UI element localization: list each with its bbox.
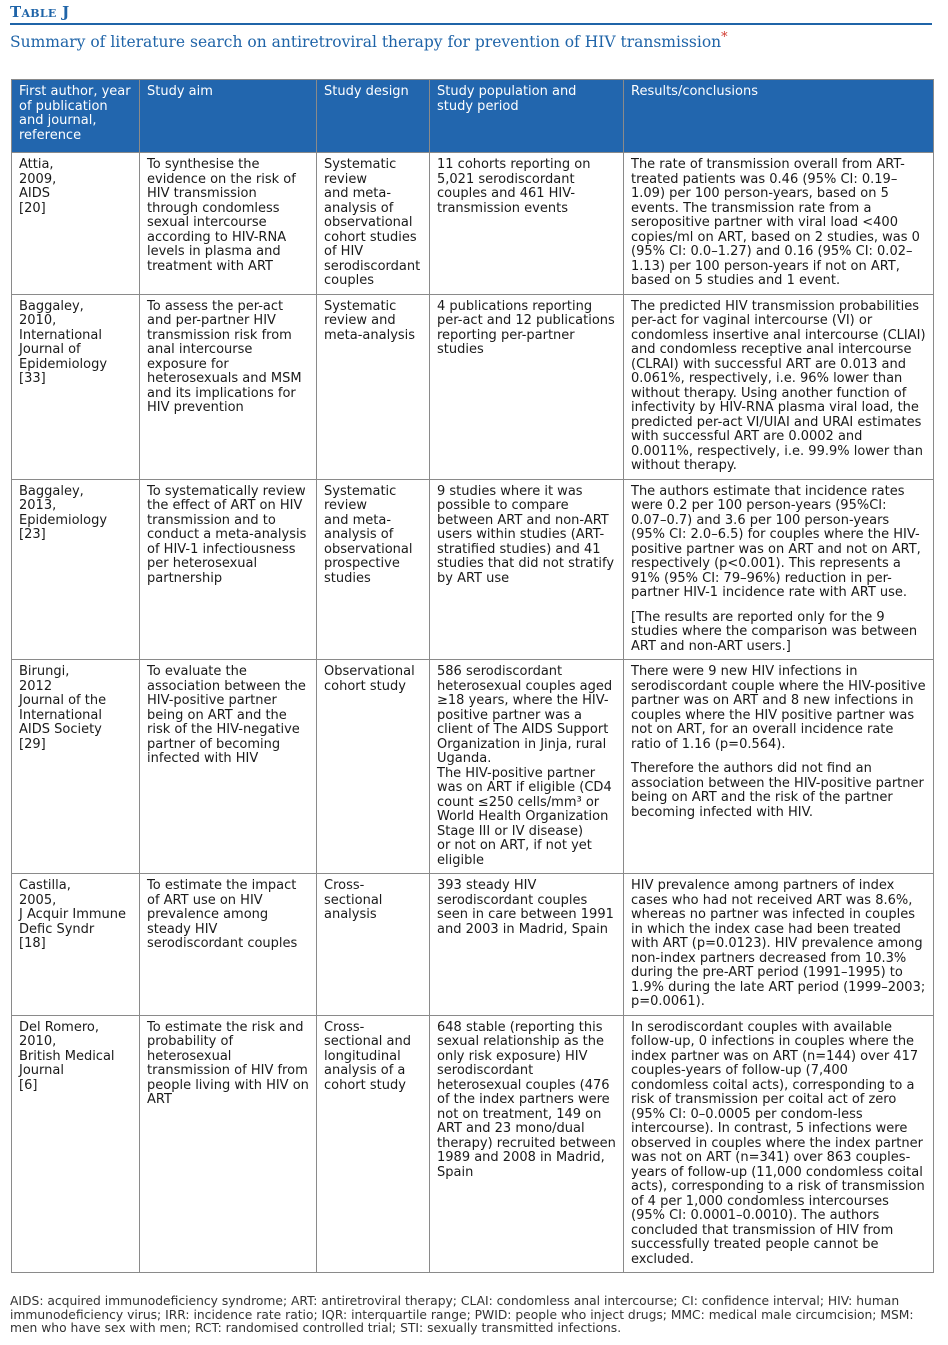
- cell-aim: To assess the per-act and per-partner HIV transmission risk from anal intercourse exposure for heterosexuals and MSM and its implications for HIV prevention: [140, 294, 317, 479]
- cell-design: Cross-sectional and longitudinal analysis of a cohort study: [317, 1015, 430, 1273]
- results-conclusion: Therefore the authors did not find an association between the HIV-positive partner being on ART and the risk of the partner becoming infected with HIV.: [631, 761, 924, 820]
- cell-aim: To estimate the impact of ART use on HIV prevalence among steady HIV serodiscordant couples: [140, 874, 317, 1016]
- table-row: [12, 479, 934, 660]
- cell-design: Observational cohort study: [317, 660, 430, 874]
- table-row: [12, 874, 934, 1016]
- cell-aim: To evaluate the association between the HIV-positive partner being on ART and the risk of the HIV-negative partner of becoming infected with HIV: [140, 660, 317, 874]
- results-text: The rate of transmission overall from ART-treated patients was 0.46 (95% CI: 0.19–1.09) per 100 person-years, based on 5 events. The transmission rate from a seropositive partner with viral load <400 copies/ml on ART, based on 2 studies, was 0 (95% CI: 0.0–1.27) and 0.16 (95% CI: 0.02–1.13) per 100 person-years if not on ART, based on 5 studies and 1 event.: [631, 157, 920, 288]
- results-text: There were 9 new HIV infections in serodiscordant couple where the HIV-positive partner was on ART and 8 new infections in couples where the HIV positive partner was not on ART, for an overall incidence rate ratio of 1.16 (p=0.564).: [631, 664, 926, 752]
- cell-population: 11 cohorts reporting on 5,021 serodiscordant couples and 461 HIV-transmission events: [430, 153, 624, 295]
- results-text: The predicted HIV transmission probabilities per-act for vaginal intercourse (VI) or condomless insertive anal intercourse (CLIAI) and condomless receptive anal intercourse (CLRAI) with successful ART are 0.013 and 0.061%, respectively, i.e. 96% lower than without therapy. Using another function of infectivity by HIV-RNA plasma viral load, the predicted per-act VI/UIAI and URAI estimates with successful ART are 0.0002 and 0.0011%, respectively, i.e. 99.9% lower than without therapy.: [631, 298, 926, 473]
- header-population: Study population and study period: [430, 80, 624, 153]
- header-author: First author, year of publication and journal, reference: [12, 80, 140, 153]
- cell-population: 393 steady HIV serodiscordant couples seen in care between 1991 and 2003 in Madrid, Spain: [430, 874, 624, 1016]
- cell-results: [624, 294, 934, 479]
- cell-population: 648 stable (reporting this sexual relationship as the only risk exposure) HIV serodiscordant heterosexual couples (476 of the index partners were not on treatment, 149 on ART and 23 mono/dual therapy) recruited between 1989 and 2008 in Madrid, Spain: [430, 1015, 624, 1273]
- cell-design: Systematic review and meta-analysis: [317, 294, 430, 479]
- cell-author: Baggaley, 2013, Epidemiology [23]: [12, 479, 140, 660]
- cell-results: [624, 1015, 934, 1273]
- cell-author: Attia, 2009, AIDS [20]: [12, 153, 140, 295]
- header-aim: Study aim: [140, 80, 317, 153]
- cell-population: 586 serodiscordant heterosexual couples aged ≥18 years, where the HIV-positive partner was a client of The AIDS Support Organization in Jinja, rural Uganda. The HIV-positive partner was on ART if eligible (CD4 count ≤250 cells/mm³ or World Health Organization Stage III or IV disease) or not on ART, if not yet eligible: [430, 660, 624, 874]
- cell-aim: To synthesise the evidence on the risk of HIV transmission through condomless sexual intercourse according to HIV-RNA levels in plasma and treatment with ART: [140, 153, 317, 295]
- cell-results: [624, 874, 934, 1016]
- cell-results: [624, 153, 934, 295]
- results-text: The authors estimate that incidence rates were 0.2 per 100 person-years (95%CI: 0.07–0.7) and 3.6 per 100 person-years (95% CI: 2.0–6.5) for couples where the HIV-positive partner was on ART and not on ART, respectively (p<0.001). This represents a 91% (95% CI: 79–96%) reduction in per-partner HIV-1 incidence rate with ART use.: [631, 483, 921, 600]
- table-header-row: [12, 80, 934, 153]
- header-design: Study design: [317, 80, 430, 153]
- cell-aim: To estimate the risk and probability of heterosexual transmission of HIV from people living with HIV on ART: [140, 1015, 317, 1273]
- table-row: [12, 1015, 934, 1273]
- table-label: Table J: [10, 3, 70, 21]
- cell-author: Del Romero, 2010, British Medical Journal [6]: [12, 1015, 140, 1273]
- title-rule: [10, 23, 932, 25]
- cell-population: 9 studies where it was possible to compare between ART and non-ART users within studies (ART-stratified studies) and 41 studies that did not stratify by ART use: [430, 479, 624, 660]
- cell-design: Systematic review and meta-analysis of observational prospective studies: [317, 479, 430, 660]
- cell-author: Birungi, 2012 Journal of the International AIDS Society [29]: [12, 660, 140, 874]
- table-row: [12, 294, 934, 479]
- table-title: [10, 30, 728, 51]
- abbreviations-footnote: AIDS: acquired immunodeficiency syndrome; ART: antiretroviral therapy; CLAI: condomless anal intercourse; CI: confidence interval; HIV: human immunodeficiency virus; IRR: incidence rate ratio; IQR: interquartile range; PWID: people who inject drugs; MMC: medical male circumcision; MSM: men who have sex with men; RCT: randomised controlled trial; STI: sexually transmitted infections.: [10, 1294, 914, 1335]
- cell-author: Castilla, 2005, J Acquir Immune Defic Syndr [18]: [12, 874, 140, 1016]
- cell-results: [624, 479, 934, 660]
- table-row: [12, 660, 934, 874]
- results-text: In serodiscordant couples with available follow-up, 0 infections in couples where the index partner was on ART (n=144) over 417 couples-years of follow-up (7,400 condomless coital acts), corresponding to a risk of transmission per coital act of zero (95% CI: 0–0.0005 per condom-less intercourse). In contrast, 5 infections were observed in couples where the index partner was not on ART (n=341) over 863 couples-years of follow-up (11,000 condomless coital acts), corresponding to a risk of transmission of 4 per 1,000 condomless intercourses (95% CI: 0.0001–0.0010). The authors concluded that transmission of HIV from successfully treated people cannot be excluded.: [631, 1019, 925, 1267]
- cell-design: Systematic review and meta-analysis of observational cohort studies of HIV serodiscordant couples: [317, 153, 430, 295]
- table-title-text: Summary of literature search on antiretroviral therapy for prevention of HIV transmission: [10, 33, 722, 52]
- results-text: HIV prevalence among partners of index cases who had not received ART was 8.6%, whereas no partner was infected in couples in which the index case had been treated with ART (p=0.0123). HIV prevalence among non-index partners decreased from 10.3% during the pre-ART period (1991–1995) to 1.9% during the late ART period (1999–2003; p=0.0061).: [631, 878, 926, 1009]
- cell-author: Baggaley, 2010, International Journal of Epidemiology [33]: [12, 294, 140, 479]
- title-footnote-mark: *: [721, 30, 728, 45]
- cell-aim: To systematically review the effect of ART on HIV transmission and to conduct a meta-analysis of HIV-1 infectiousness per heterosexual partnership: [140, 479, 317, 660]
- header-results: Results/conclusions: [624, 80, 934, 153]
- cell-results: [624, 660, 934, 874]
- cell-design: Cross-sectional analysis: [317, 874, 430, 1016]
- cell-population: 4 publications reporting per-act and 12 publications reporting per-partner studies: [430, 294, 624, 479]
- results-note: [The results are reported only for the 9 studies where the comparison was between ART and non-ART users.]: [631, 609, 918, 654]
- literature-table: [11, 79, 934, 1273]
- table-row: [12, 153, 934, 295]
